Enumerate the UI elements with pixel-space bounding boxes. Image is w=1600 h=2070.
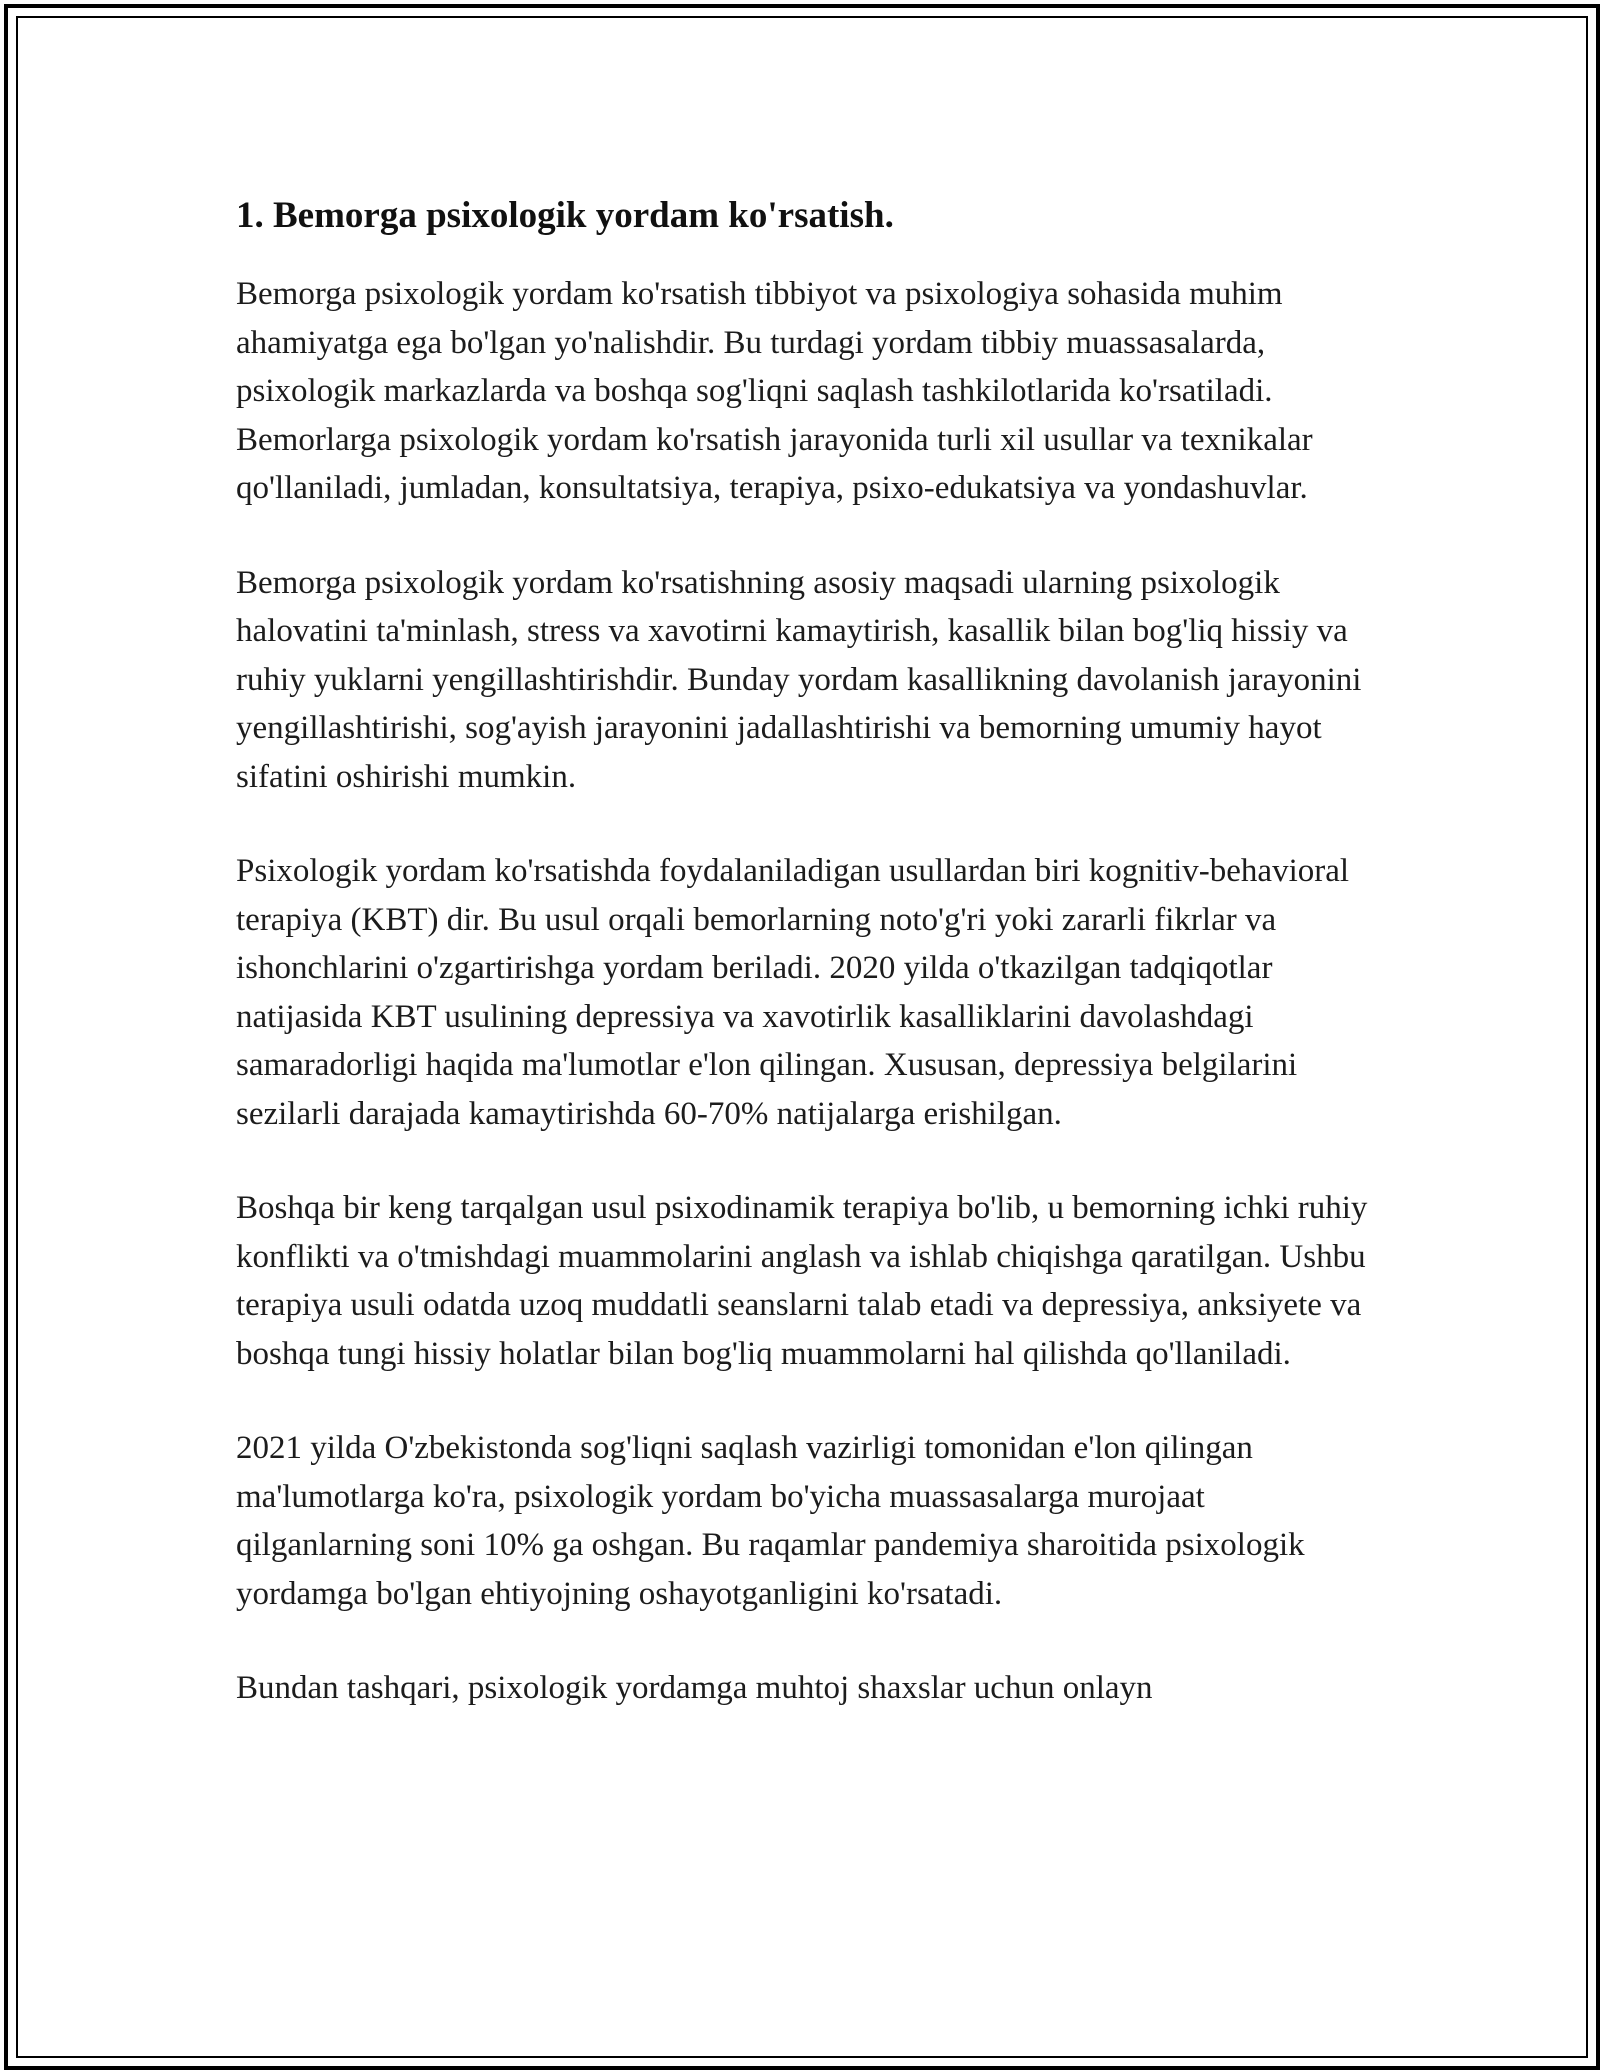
paragraph-main-goal: Bemorga psixologik yordam ko'rsatishning asosiy maqsadi ularning psixologik halovatini ta'minlash, stress va xavotirni kamaytirish, kasallik bilan bog'liq hissiy va ruhiy yuklarni yengillashtirishdir. Bunday yordam kasallikning davolanish jarayonini yengillashtirishi, sog'ayish jarayonini jadallashtirishi va bemorning umumiy hayot sifatini oshirishi mumkin.: [236, 564, 1362, 795]
paragraph-psychodynamic: Boshqa bir keng tarqalgan usul psixodinamik terapiya bo'lib, u bemorning ichki ruhiy konflikti va o'tmishdagi muammolarini anglash va ishlab chiqishga qaratilgan. Ushbu terapiya usuli odatda uzoq muddatli seanslarni talab etadi va depressiya, anksiyete va boshqa tungi hissiy holatlar bilan bog'liq muammolarni hal qilishda qo'llaniladi.: [236, 1190, 1368, 1372]
document-body: [236, 190, 1386, 1759]
paragraph-cbt: Psixologik yordam ko'rsatishda foydalaniladigan usullardan biri kognitiv-behavioral terapiya (KBT) dir. Bu usul orqali bemorlarning noto'g'ri yoki zararli fikrlar va ishonchlarini o'zgartirishga yordam beriladi. 2020 yilda o'tkazilgan tadqiqotlar natijasida KBT usulining depressiya va xavotirlik kasalliklarini davolashdagi samaradorligi haqida ma'lumotlar e'lon qilingan. Xususan, depressiya belgilarini sezilarli darajada kamaytirishda 60-70% natijalarga erishilgan.: [236, 853, 1350, 1132]
paragraph-introduction: Bemorga psixologik yordam ko'rsatish tibbiyot va psixologiya sohasida muhim ahamiyatga ega bo'lgan yo'nalishdir. Bu turdagi yordam tibbiy muassasalarda, psixologik markazlarda va boshqa sog'liqni saqlash tashkilotlarida ko'rsatiladi. Bemorlarga psixologik yordam ko'rsatish jarayonida turli xil usullar va texnikalar qo'llaniladi, jumladan, konsultatsiya, terapiya, psixo-edukatsiya va yondashuvlar.: [236, 276, 1313, 506]
paragraph-online-support: Bundan tashqari, psixologik yordamga muhtoj shaxslar uchun onlayn: [236, 1670, 1153, 1706]
section-heading: 1. Bemorga psixologik yordam ko'rsatish.: [236, 195, 894, 236]
paragraph-statistics-2021: 2021 yilda O'zbekistonda sog'liqni saqlash vazirligi tomonidan e'lon qilingan ma'lumotlarga ko'ra, psixologik yordam bo'yicha muassasalarga murojaat qilganlarning soni 10% ga oshgan. Bu raqamlar pandemiya sharoitida psixologik yordamga bo'lgan ehtiyojning oshayotganligini ko'rsatadi.: [236, 1430, 1305, 1612]
